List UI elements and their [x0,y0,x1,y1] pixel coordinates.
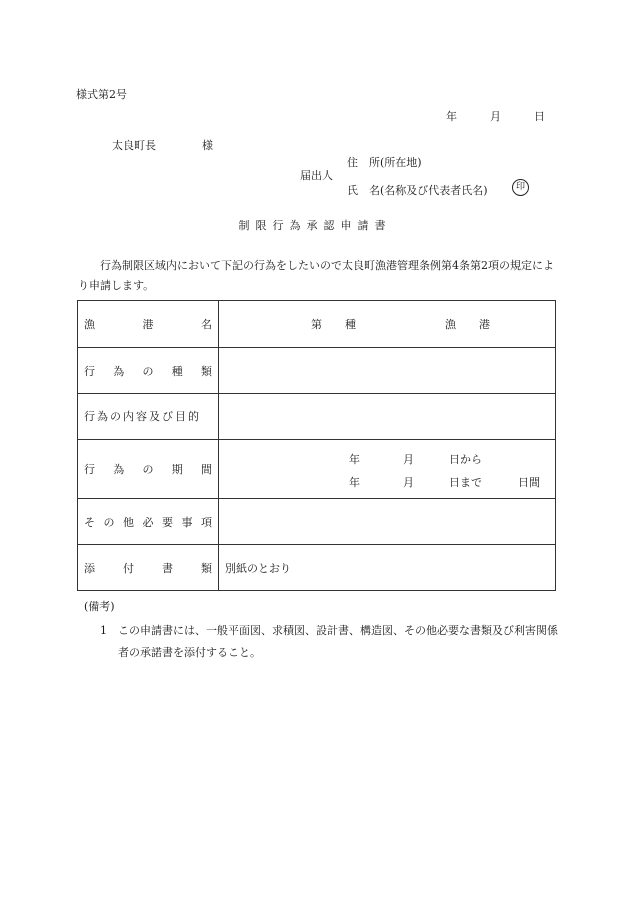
label-port-name: 漁 港 名 [78,301,219,348]
period-to-year: 年 [349,476,360,489]
table-row-other-matters [78,499,556,545]
note-item [100,620,560,664]
body-text: 行為制限区域内において下記の行為をしたいので太良町漁港管理条例第4条第2項の規定により申請します。 [78,259,554,292]
table-row-attachments [78,545,556,591]
label-other-matters: そ の 他 必 要 事 項 [78,499,219,545]
value-action-type[interactable] [219,348,556,394]
period-from-day: 日から [449,453,482,466]
label-action-content: 行為の内容及び目的 [78,394,219,440]
period-to-day: 日まで [449,476,482,489]
form-number: 様式第2号 [76,88,127,101]
value-action-content[interactable] [219,394,556,440]
period-from-year: 年 [349,453,360,466]
table-row-action-content [78,394,556,440]
application-table [77,300,556,591]
table-row-port-name [78,301,556,348]
value-other-matters[interactable] [219,499,556,545]
period-to-month: 月 [403,476,414,489]
date-line [446,108,545,124]
note-number: 1 [100,624,107,637]
notes-title: (備考) [84,600,115,613]
note-text: この申請書には、一般平面図、求積図、設計書、構造図、その他必要な書類及び利害関係者の承諾書を添付すること。 [118,624,558,659]
period-from-month: 月 [403,453,414,466]
label-action-period: 行 為 の 期 間 [78,440,219,499]
period-days: 日間 [518,476,540,489]
applicant-name-label: 氏 名(名称及び代表者氏名) [347,184,488,197]
table-row-action-period [78,440,556,499]
table-row-action-type [78,348,556,394]
label-action-type: 行 為 の 種 類 [78,348,219,394]
honorific: 様 [202,139,213,152]
seal-mark: 印 [512,179,529,196]
value-attachments[interactable]: 別紙のとおり [219,545,556,591]
applicant-label: 届出人 [300,169,333,182]
date-year: 年 [446,110,457,123]
value-action-period[interactable] [219,440,556,499]
applicant-address-label: 住 所(所在地) [347,156,422,169]
label-attachments: 添 付 書 類 [78,545,219,591]
date-month: 月 [490,110,501,123]
value-port-name[interactable]: 第 種 漁 港 [219,301,556,348]
document-title: 制限行為承認申請書 [238,219,392,232]
addressee-name: 太良町長 [112,139,156,152]
addressee [112,137,213,153]
date-day: 日 [534,110,545,123]
